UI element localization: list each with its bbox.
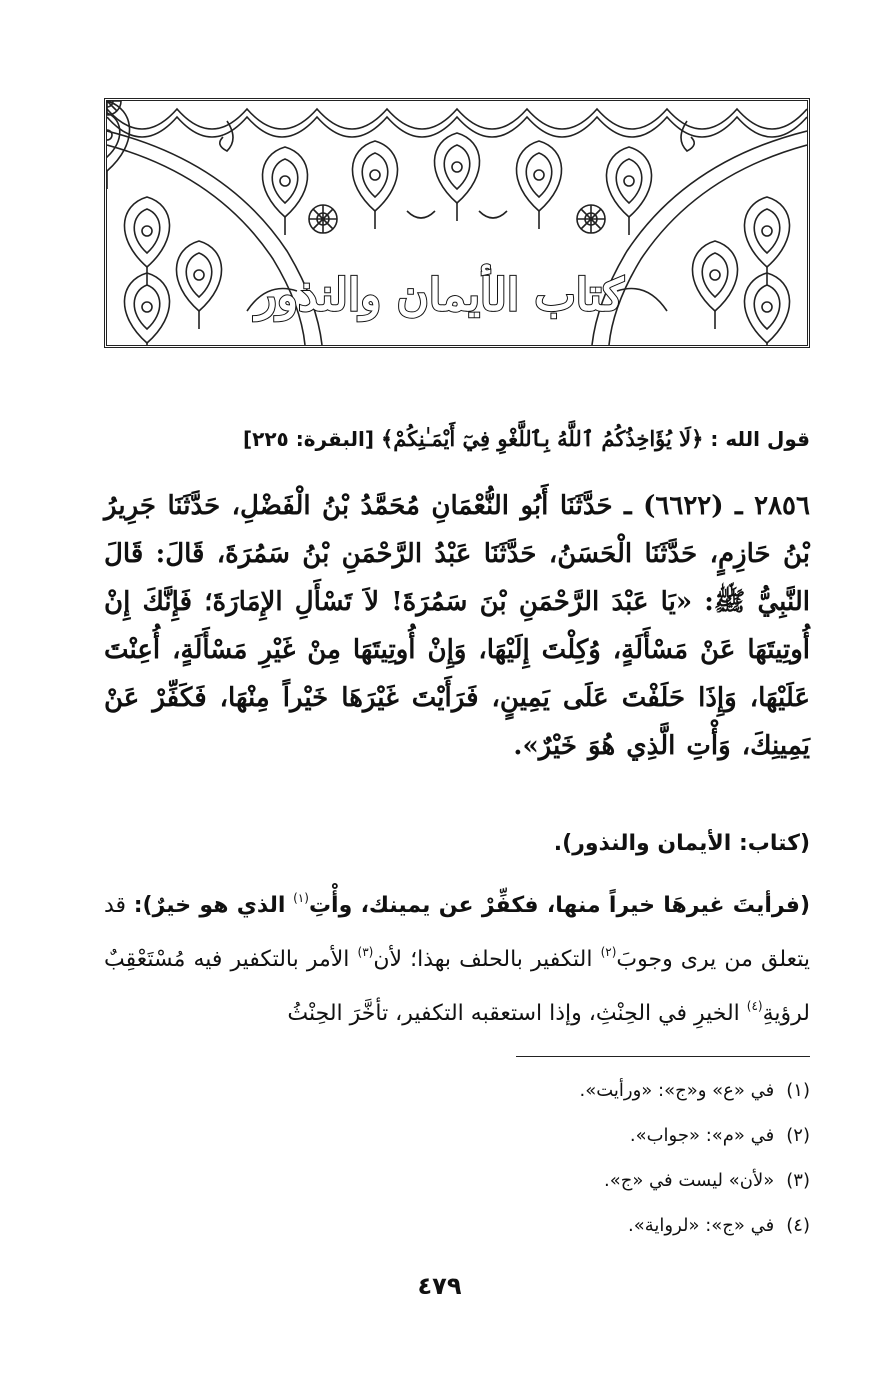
footnote-text: في «م»: «جواب». <box>629 1125 775 1146</box>
footnote-number: (١) <box>786 1080 810 1101</box>
hadith-line: ٢٨٥٦ ـ (٦٦٢٢) ـ حَدَّثَنَا أَبُو النُّعْمَانِ مُحَمَّدُ بْنُ الْفَضْلِ، حَدَّثَنَا <box>167 491 810 521</box>
footnote-marker: (١) <box>293 891 309 905</box>
hadith-line: حَلَفْتَ عَلَى يَمِينٍ، فَرَأَيْتَ غَيْرَهَا خَيْراً مِنْهَا، فَكَفِّرْ عَنْ يَمِينِكَ، وَأْتِ الَّذِي <box>104 683 810 761</box>
footnote-item <box>104 1113 810 1158</box>
footnote-item <box>104 1203 810 1248</box>
commentary-quote: الذي هو خيرٌ): <box>133 893 286 918</box>
hadith-line: النَّبِيُّ ﷺ: «يَا عَبْدَ الرَّحْمَنِ بْنَ سَمُرَةَ! لاَ تَسْأَلِ الإِمَارَةَ؛ فَإِنَّكَ إِنْ أُوتِيتَهَا <box>104 587 810 665</box>
footnote-divider <box>516 1056 810 1057</box>
footnote-item <box>104 1158 810 1203</box>
commentary-quote: (فرأيتَ غيرهَا خيراً منها، فكفِّرْ عن يمينك، وأْتِ <box>308 893 811 918</box>
page-number: ٤٧٩ <box>417 1272 462 1300</box>
quran-verse: ﴿لَا يُؤَاخِذُكُمُ ٱللَّهُ بِٱللَّغْوِ فِيٓ أَيْمَـٰنِكُمْ﴾ <box>380 426 704 451</box>
verse-reference: [البقرة: ٢٢٥] <box>242 427 375 451</box>
commentary-text: التكفير بالحلف بهذا؛ لأن <box>373 947 593 972</box>
commentary-paragraph <box>104 875 810 1037</box>
footnote-number: (٤) <box>786 1215 810 1236</box>
footnote-number: (٣) <box>786 1170 810 1191</box>
footnotes <box>104 1068 810 1248</box>
commentary-book-line: (كتاب: الأيمان والنذور). <box>553 831 810 856</box>
footnote-text: في «ج»: «لرواية». <box>627 1215 775 1236</box>
footnote-text: في «ع» و«ج»: «ورأيت». <box>579 1080 775 1101</box>
commentary-text: الأمر بالتكفير فيه مُسْتَعْقِبٌ لرؤيةِ <box>104 947 810 1026</box>
footnote-item <box>104 1068 810 1113</box>
commentary-text: قد يتعلق من يرى وجوبَ <box>104 893 810 972</box>
hadith-text <box>104 482 810 770</box>
footnote-text: «لأن» ليست في «ج». <box>603 1170 775 1191</box>
commentary <box>104 820 810 1037</box>
commentary-text: الخيرِ في الحِنْثِ، وإذا استعقبه التكفير، تأخَّرَ الحِنْثُ <box>287 1001 740 1026</box>
chapter-heading <box>104 424 810 454</box>
hadith-line: جَرِيرُ بْنُ حَازِمٍ، حَدَّثَنَا الْحَسَنُ، حَدَّثَنَا عَبْدُ الرَّحْمَنِ بْنُ سَمُرَةَ، قَالَ: قَالَ <box>104 491 810 569</box>
footnote-marker: (٢) <box>600 945 617 959</box>
chapter-intro: قول الله : <box>710 427 810 451</box>
hadith-line: عَنْ مَسْأَلَةٍ، وُكِلْتَ إِلَيْهَا، وَإِنْ أُوتِيتَهَا مِنْ غَيْرِ مَسْأَلَةٍ، أُعِنْتَ عَلَيْهَا، وَإِذَا <box>104 635 810 713</box>
hadith-line: هُوَ خَيْرٌ». <box>513 731 616 761</box>
footnote-marker: (٣) <box>357 945 374 959</box>
footnote-number: (٢) <box>786 1125 810 1146</box>
book-title: كتاب الأيمان والنذور <box>255 270 624 321</box>
footnote-marker: (٤) <box>746 999 763 1013</box>
